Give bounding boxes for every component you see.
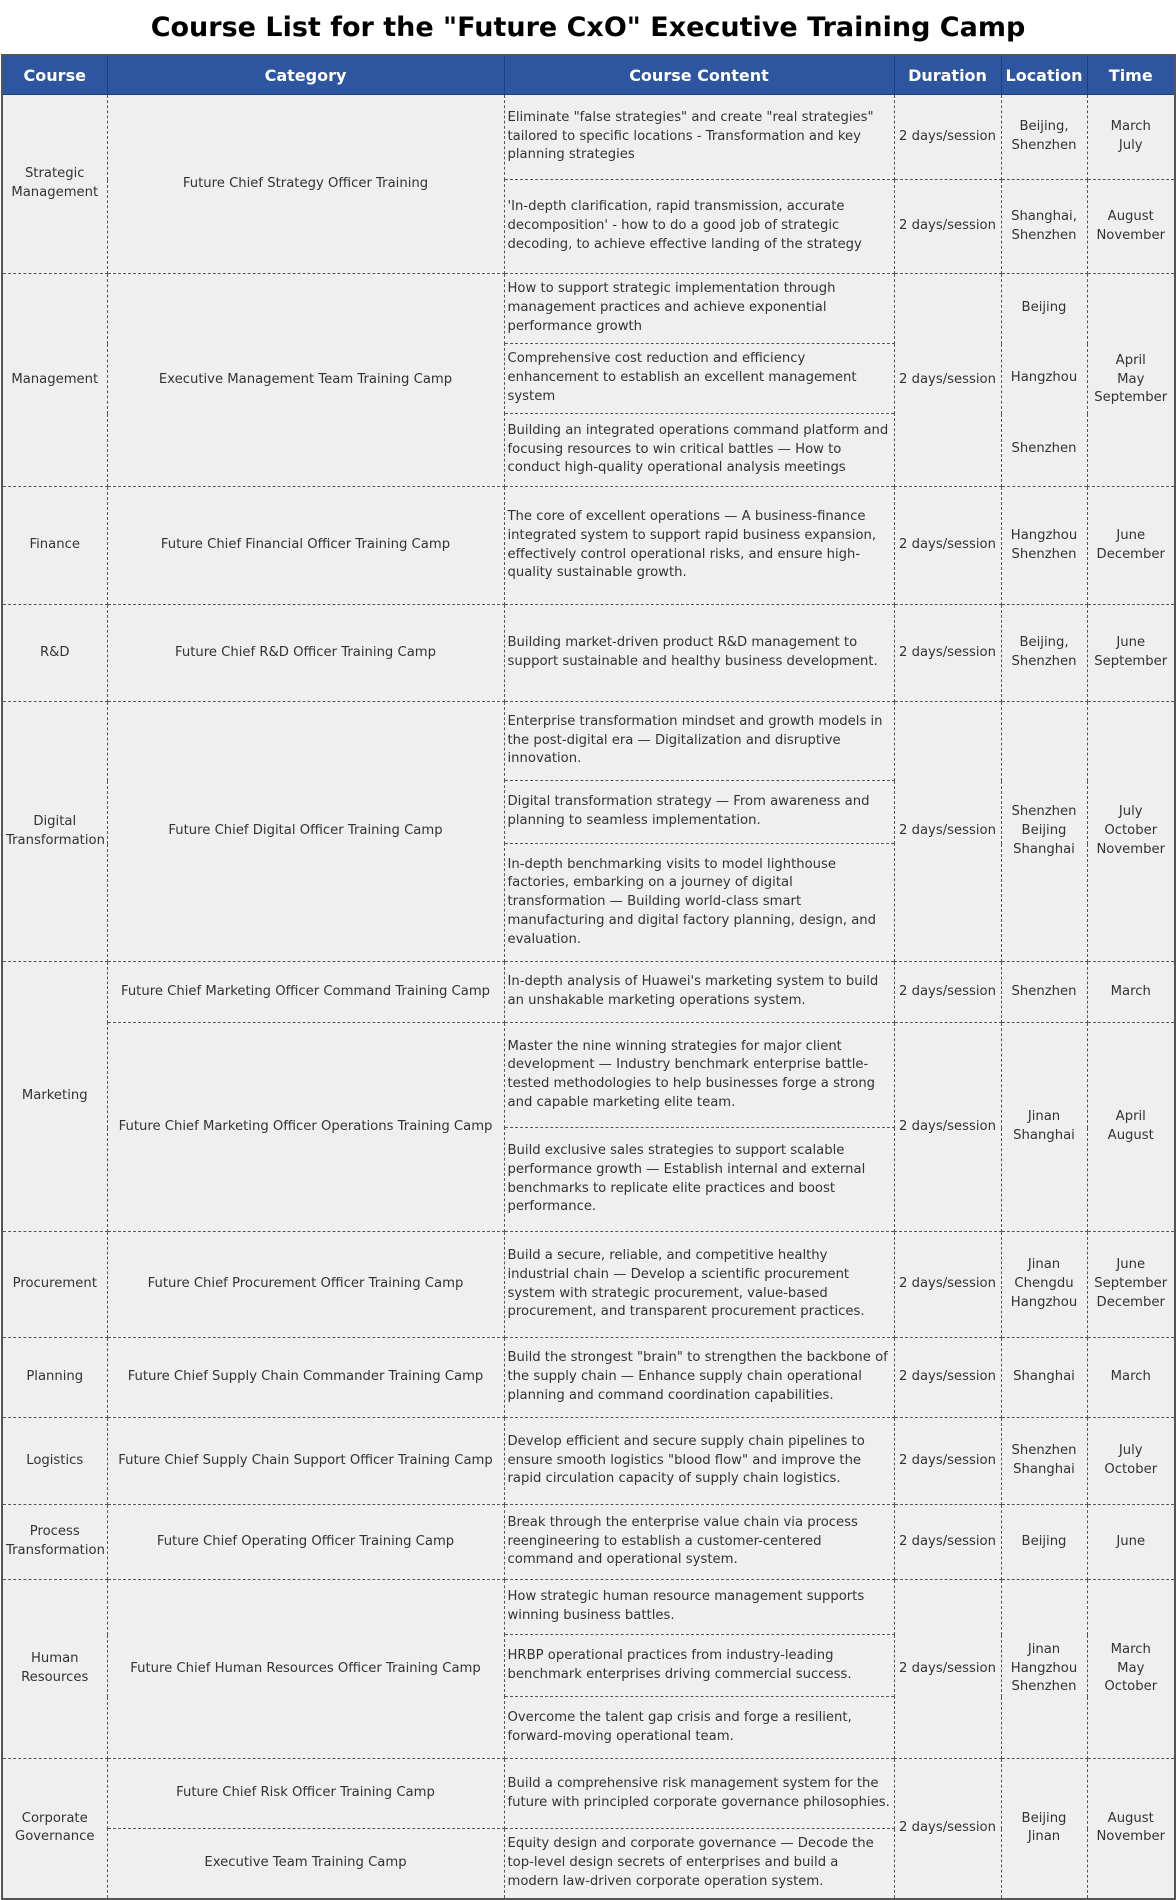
content-cell: Build the strongest "brain" to strengthen the backbone of the supply chain — Enhance supply chain operational planning and command coordination capabilities. — [504, 1338, 894, 1418]
course-cell: Strategic Management — [2, 95, 107, 274]
duration-cell: 2 days/session — [894, 95, 1001, 180]
table-row — [2, 487, 1175, 605]
content-cell: The core of excellent operations — A business-finance integrated system to support rapid business expansion, effectively control operational risks, and ensure high-quality sustainable growth. — [504, 487, 894, 605]
location-cell: Hangzhou — [1001, 344, 1087, 414]
content-cell: Digital transformation strategy — From awareness and planning to seamless implementation. — [504, 781, 894, 844]
time-cell: June December — [1087, 487, 1175, 605]
time-cell: March May October — [1087, 1580, 1175, 1759]
table-row — [2, 1338, 1175, 1418]
duration-cell: 2 days/session — [894, 487, 1001, 605]
time-cell: March July — [1087, 95, 1175, 180]
duration-cell: 2 days/session — [894, 702, 1001, 962]
header-course: Course — [2, 55, 107, 95]
location-cell: Beijing — [1001, 1505, 1087, 1580]
duration-cell: 2 days/session — [894, 1759, 1001, 1899]
location-cell: Beijing, Shenzhen — [1001, 95, 1087, 180]
time-cell: April May September — [1087, 274, 1175, 487]
location-cell: Jinan Chengdu Hangzhou — [1001, 1232, 1087, 1338]
category-cell: Future Chief Marketing Officer Operations Training Camp — [107, 1023, 504, 1232]
content-cell: Break through the enterprise value chain via process reengineering to establish a customer-centered command and operational system. — [504, 1505, 894, 1580]
content-cell: 'In-depth clarification, rapid transmission, accurate decomposition' - how to do a good job of strategic decoding, to achieve effective landing of the strategy — [504, 180, 894, 274]
table-row — [2, 95, 1175, 180]
time-cell: March — [1087, 962, 1175, 1023]
content-cell: Build a secure, reliable, and competitive healthy industrial chain — Develop a scientific procurement system with strategic procurement, value-based procurement, and transparent procurement practices. — [504, 1232, 894, 1338]
time-cell: July October November — [1087, 702, 1175, 962]
table-row — [2, 1759, 1175, 1829]
table-row — [2, 1505, 1175, 1580]
category-cell: Executive Management Team Training Camp — [107, 274, 504, 487]
category-cell: Future Chief Supply Chain Support Officer Training Camp — [107, 1418, 504, 1505]
duration-cell: 2 days/session — [894, 1505, 1001, 1580]
duration-cell: 2 days/session — [894, 1023, 1001, 1232]
table-row — [2, 1418, 1175, 1505]
table-row — [2, 962, 1175, 1023]
content-cell: Building market-driven product R&D management to support sustainable and healthy business development. — [504, 605, 894, 702]
content-cell: How to support strategic implementation through management practices and achieve exponential performance growth — [504, 274, 894, 344]
time-cell: June — [1087, 1505, 1175, 1580]
course-cell: Human Resources — [2, 1580, 107, 1759]
category-cell: Future Chief Operating Officer Training Camp — [107, 1505, 504, 1580]
duration-cell: 2 days/session — [894, 962, 1001, 1023]
page-title: Course List for the "Future CxO" Executive Training Camp — [150, 11, 1026, 43]
location-cell: Beijing Jinan — [1001, 1759, 1087, 1899]
table-row — [2, 1023, 1175, 1128]
table-row — [2, 605, 1175, 702]
location-cell: Hangzhou Shenzhen — [1001, 487, 1087, 605]
category-cell: Future Chief Financial Officer Training Camp — [107, 487, 504, 605]
category-cell: Future Chief Strategy Officer Training — [107, 95, 504, 274]
time-cell: July October — [1087, 1418, 1175, 1505]
location-cell: Shenzhen — [1001, 414, 1087, 487]
duration-cell: 2 days/session — [894, 1418, 1001, 1505]
course-cell: Process Transformation — [2, 1505, 107, 1580]
table-row — [2, 1580, 1175, 1635]
course-cell: R&D — [2, 605, 107, 702]
category-cell: Future Chief Human Resources Officer Training Camp — [107, 1580, 504, 1759]
location-cell: Shanghai, Shenzhen — [1001, 180, 1087, 274]
content-cell: Eliminate "false strategies" and create "real strategies" tailored to specific locations - Transformation and key planning strategies — [504, 95, 894, 180]
category-cell: Future Chief Supply Chain Commander Training Camp — [107, 1338, 504, 1418]
time-cell: June September — [1087, 605, 1175, 702]
duration-cell: 2 days/session — [894, 180, 1001, 274]
course-table — [1, 54, 1176, 1900]
course-cell: Planning — [2, 1338, 107, 1418]
content-cell: Building an integrated operations command platform and focusing resources to win critical battles — How to conduct high-quality operational analysis meetings — [504, 414, 894, 487]
location-cell: Shenzhen — [1001, 962, 1087, 1023]
course-cell: Corporate Governance — [2, 1759, 107, 1899]
category-cell: Future Chief Risk Officer Training Camp — [107, 1759, 504, 1829]
course-cell: Procurement — [2, 1232, 107, 1338]
location-cell: Shanghai — [1001, 1338, 1087, 1418]
content-cell: Equity design and corporate governance — Decode the top-level design secrets of enterprises and build a modern law-driven corporate operation system. — [504, 1829, 894, 1899]
duration-cell: 2 days/session — [894, 1580, 1001, 1759]
content-cell: Overcome the talent gap crisis and forge a resilient, forward-moving operational team. — [504, 1697, 894, 1759]
header-time: Time — [1087, 55, 1175, 95]
content-cell: Enterprise transformation mindset and growth models in the post-digital era — Digitalization and disruptive innovation. — [504, 702, 894, 781]
course-cell: Finance — [2, 487, 107, 605]
course-cell: Digital Transformation — [2, 702, 107, 962]
header-category: Category — [107, 55, 504, 95]
table-row — [2, 1232, 1175, 1338]
content-cell: Master the nine winning strategies for major client development — Industry benchmark enterprise battle-tested methodologies to help businesses forge a strong and capable marketing elite team. — [504, 1023, 894, 1128]
header-row — [2, 55, 1175, 95]
content-cell: HRBP operational practices from industry-leading benchmark enterprises driving commercial success. — [504, 1635, 894, 1697]
location-cell: Jinan Shanghai — [1001, 1023, 1087, 1232]
duration-cell: 2 days/session — [894, 1338, 1001, 1418]
header-course-content: Course Content — [504, 55, 894, 95]
location-cell: Beijing, Shenzhen — [1001, 605, 1087, 702]
duration-cell: 2 days/session — [894, 1232, 1001, 1338]
time-cell: June September December — [1087, 1232, 1175, 1338]
location-cell: Shenzhen Shanghai — [1001, 1418, 1087, 1505]
category-cell: Executive Team Training Camp — [107, 1829, 504, 1899]
header-duration: Duration — [894, 55, 1001, 95]
content-cell: Build exclusive sales strategies to support scalable performance growth — Establish internal and external benchmarks to replicate elite practices and boost performance. — [504, 1128, 894, 1232]
location-cell: Beijing — [1001, 274, 1087, 344]
content-cell: In-depth benchmarking visits to model lighthouse factories, embarking on a journey of digital transformation — Building world-class smart manufacturing and digital factory planning, design, and evaluation. — [504, 844, 894, 962]
course-cell: Logistics — [2, 1418, 107, 1505]
location-cell: Shenzhen Beijing Shanghai — [1001, 702, 1087, 962]
content-cell: Develop efficient and secure supply chain pipelines to ensure smooth logistics "blood flow" and improve the rapid circulation capacity of supply chain logistics. — [504, 1418, 894, 1505]
content-cell: How strategic human resource management supports winning business battles. — [504, 1580, 894, 1635]
time-cell: March — [1087, 1338, 1175, 1418]
category-cell: Future Chief R&D Officer Training Camp — [107, 605, 504, 702]
table-row — [2, 274, 1175, 344]
category-cell: Future Chief Marketing Officer Command Training Camp — [107, 962, 504, 1023]
time-cell: April August — [1087, 1023, 1175, 1232]
category-cell: Future Chief Digital Officer Training Camp — [107, 702, 504, 962]
time-cell: August November — [1087, 180, 1175, 274]
content-cell: Build a comprehensive risk management system for the future with principled corporate governance philosophies. — [504, 1759, 894, 1829]
content-cell: Comprehensive cost reduction and efficiency enhancement to establish an excellent management system — [504, 344, 894, 414]
duration-cell: 2 days/session — [894, 274, 1001, 487]
category-cell: Future Chief Procurement Officer Training Camp — [107, 1232, 504, 1338]
course-cell: Marketing — [2, 962, 107, 1232]
header-location: Location — [1001, 55, 1087, 95]
content-cell: In-depth analysis of Huawei's marketing system to build an unshakable marketing operations system. — [504, 962, 894, 1023]
time-cell: August November — [1087, 1759, 1175, 1899]
table-row — [2, 702, 1175, 781]
location-cell: Jinan Hangzhou Shenzhen — [1001, 1580, 1087, 1759]
duration-cell: 2 days/session — [894, 605, 1001, 702]
course-cell: Management — [2, 274, 107, 487]
